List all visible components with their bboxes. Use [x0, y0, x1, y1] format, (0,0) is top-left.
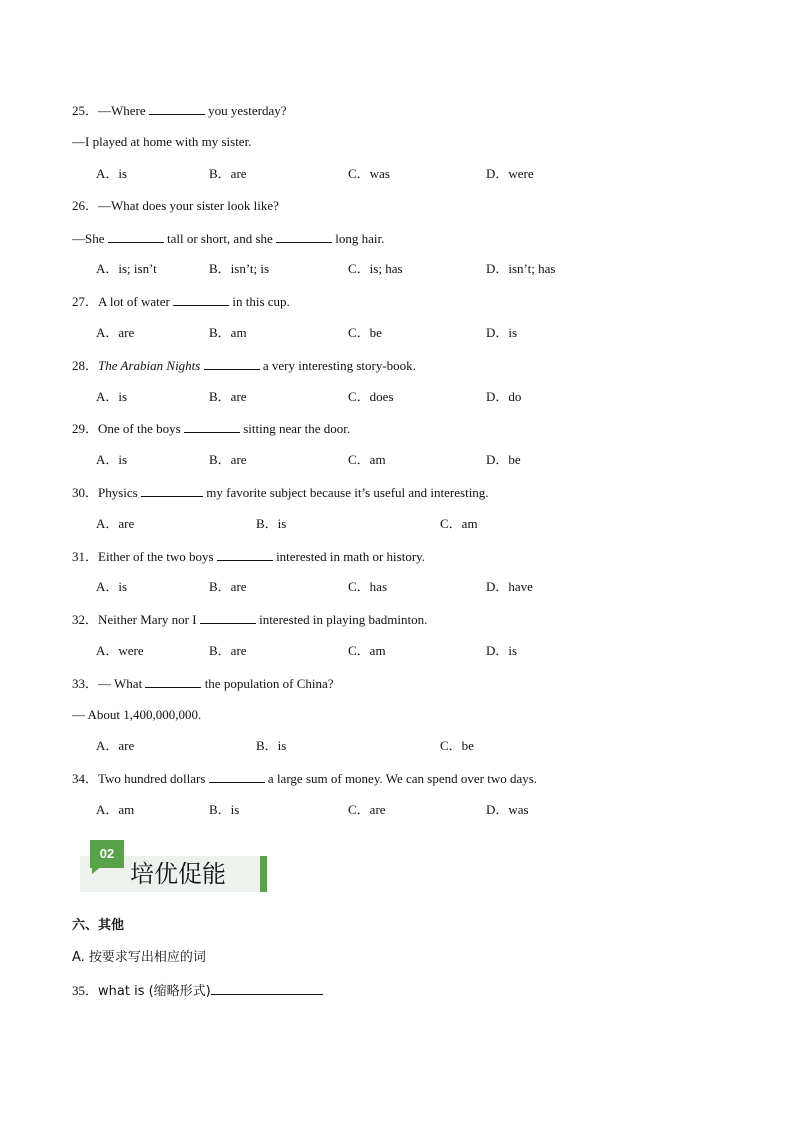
question-35-stem: 35．what is (缩略形式)	[72, 982, 323, 1000]
answer-blank[interactable]	[200, 611, 256, 624]
question-29-option-b[interactable]: B．are	[209, 452, 247, 467]
answer-blank[interactable]	[217, 548, 273, 561]
question-32-option-c[interactable]: C．am	[348, 643, 386, 658]
question-27-option-a[interactable]: A．are	[96, 325, 135, 340]
question-26-option-a[interactable]: A．is; isn’t	[96, 261, 157, 276]
answer-blank[interactable]	[184, 420, 240, 433]
question-32-stem: 32．Neither Mary nor I interested in playing badminton.	[72, 612, 428, 627]
question-26-option-d[interactable]: D．isn’t; has	[486, 261, 556, 276]
question-25-option-d[interactable]: D．were	[486, 166, 534, 181]
question-34-option-d[interactable]: D．was	[486, 802, 529, 817]
question-29-option-d[interactable]: D．be	[486, 452, 521, 467]
question-27-option-d[interactable]: D．is	[486, 325, 518, 340]
question-25-stem: 25．—Where you yesterday?	[72, 103, 287, 118]
question-34-option-a[interactable]: A．am	[96, 802, 135, 817]
question-30-option-a[interactable]: A．are	[96, 516, 135, 531]
answer-blank[interactable]	[209, 770, 265, 783]
answer-blank[interactable]	[211, 982, 323, 995]
question-31-option-b[interactable]: B．are	[209, 579, 247, 594]
question-32-option-a[interactable]: A．were	[96, 643, 144, 658]
question-33-reply: — About 1,400,000,000.	[72, 707, 202, 722]
answer-blank[interactable]	[108, 230, 164, 243]
answer-blank[interactable]	[204, 357, 260, 370]
question-29-option-c[interactable]: C．am	[348, 452, 386, 467]
question-27-option-b[interactable]: B．am	[209, 325, 247, 340]
answer-blank[interactable]	[173, 293, 229, 306]
question-31-option-c[interactable]: C．has	[348, 579, 388, 594]
question-29-option-a[interactable]: A．is	[96, 452, 128, 467]
question-34-option-c[interactable]: C．are	[348, 802, 386, 817]
section-title: 培优促能	[130, 860, 226, 888]
question-28-option-d[interactable]: D．do	[486, 389, 522, 404]
question-25-reply: —I played at home with my sister.	[72, 134, 252, 149]
question-31-option-a[interactable]: A．is	[96, 579, 128, 594]
question-32-option-b[interactable]: B．are	[209, 643, 247, 658]
question-30-stem: 30．Physics my favorite subject because it’s useful and interesting.	[72, 485, 489, 500]
question-33-option-b[interactable]: B．is	[256, 738, 287, 753]
question-33-option-c[interactable]: C．be	[440, 738, 474, 753]
question-33-option-a[interactable]: A．are	[96, 738, 135, 753]
question-34-stem: 34．Two hundred dollars a large sum of money. We can spend over two days.	[72, 771, 538, 786]
question-33-stem: 33．— What the population of China?	[72, 676, 334, 691]
question-27-stem: 27．A lot of water in this cup.	[72, 294, 290, 309]
question-31-stem: 31．Either of the two boys interested in math or history.	[72, 549, 426, 564]
part-a-instruction: A. 按要求写出相应的词	[72, 950, 206, 965]
section-heading: 六、其他	[72, 918, 125, 933]
section-banner	[80, 840, 268, 892]
question-25-option-c[interactable]: C．was	[348, 166, 390, 181]
question-34-option-b[interactable]: B．is	[209, 802, 240, 817]
question-28-option-c[interactable]: C．does	[348, 389, 394, 404]
question-31-option-d[interactable]: D．have	[486, 579, 533, 594]
answer-blank[interactable]	[141, 484, 203, 497]
question-28-option-a[interactable]: A．is	[96, 389, 128, 404]
question-26-stem: 26．—What does your sister look like?	[72, 198, 279, 213]
question-28-stem: 28．The Arabian Nights a very interesting story-book.	[72, 358, 416, 373]
question-25-option-b[interactable]: B．are	[209, 166, 247, 181]
question-25-option-a[interactable]: A．is	[96, 166, 128, 181]
answer-blank[interactable]	[276, 230, 332, 243]
question-26-option-b[interactable]: B．isn’t; is	[209, 261, 270, 276]
question-26-option-c[interactable]: C．is; has	[348, 261, 403, 276]
answer-blank[interactable]	[149, 102, 205, 115]
question-28-option-b[interactable]: B．are	[209, 389, 247, 404]
question-30-option-b[interactable]: B．is	[256, 516, 287, 531]
question-26-reply: —She tall or short, and she long hair.	[72, 231, 385, 246]
banner-accent-bar	[260, 856, 267, 892]
answer-blank[interactable]	[145, 675, 201, 688]
question-29-stem: 29．One of the boys sitting near the door.	[72, 421, 351, 436]
section-number-badge: 02	[90, 840, 124, 868]
book-title: The Arabian Nights	[98, 358, 201, 373]
question-32-option-d[interactable]: D．is	[486, 643, 518, 658]
question-30-option-c[interactable]: C．am	[440, 516, 478, 531]
question-27-option-c[interactable]: C．be	[348, 325, 382, 340]
